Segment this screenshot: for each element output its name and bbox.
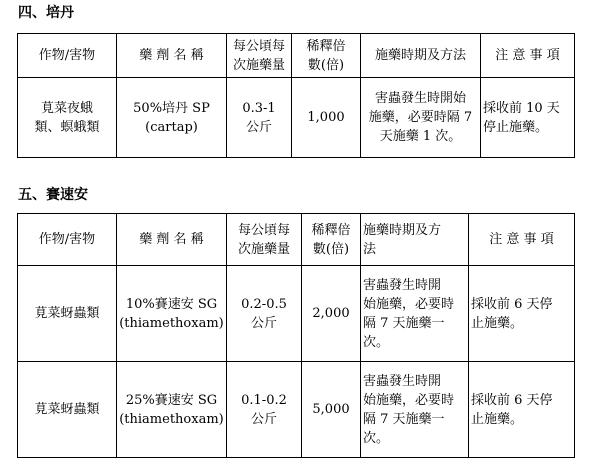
table-row xyxy=(18,266,575,362)
cell-notes: 採收前 6 天停 止施藥。 xyxy=(469,362,575,458)
header-method: 施藥時期及方法 xyxy=(361,34,481,78)
cell-dilution: 1,000 xyxy=(292,78,361,158)
cell-dose: 0.1-0.2 公斤 xyxy=(227,362,302,458)
section-4-heading: 四、培丹 xyxy=(18,5,74,21)
cell-dilution: 5,000 xyxy=(302,362,361,458)
cell-notes: 採收前 6 天停 止施藥。 xyxy=(469,266,575,362)
header-crop-pest: 作物/害物 xyxy=(18,34,117,78)
cell-notes: 採收前 10 天 停止施藥。 xyxy=(481,78,575,158)
header-dose-per-hectare: 每公頃每 次施藥量 xyxy=(227,214,302,266)
header-crop-pest: 作物/害物 xyxy=(18,214,117,266)
section-5-heading: 五、賽速安 xyxy=(18,187,88,203)
header-agent-name: 藥 劑 名 稱 xyxy=(117,214,227,266)
header-dilution: 稀釋倍 數(倍) xyxy=(302,214,361,266)
header-agent-name: 藥 劑 名 稱 xyxy=(117,34,227,78)
table-header-row xyxy=(18,34,575,78)
cell-method: 害蟲發生時開始 施藥，必要時隔 7 天施藥 1 次。 xyxy=(361,78,481,158)
cell-agent: 50%培丹 SP (cartap) xyxy=(117,78,227,158)
cell-crop: 莧菜夜蛾 類、螟蛾類 xyxy=(18,78,117,158)
cell-dilution: 2,000 xyxy=(302,266,361,362)
table-row xyxy=(18,78,575,158)
header-method: 施藥時期及方 法 xyxy=(361,214,469,266)
cell-method: 害蟲發生時開 始施藥，必要時 隔 7 天施藥一 次。 xyxy=(361,266,469,362)
header-dilution: 稀釋倍 數(倍) xyxy=(292,34,361,78)
cell-dose: 0.3-1 公斤 xyxy=(227,78,292,158)
cartap-table xyxy=(17,33,575,158)
cell-crop: 莧菜蚜蟲類 xyxy=(18,362,117,458)
cell-agent: 10%賽速安 SG (thiamethoxam) xyxy=(117,266,227,362)
table-header-row xyxy=(18,214,575,266)
header-notes: 注 意 事 項 xyxy=(481,34,575,78)
cell-method: 害蟲發生時開 始施藥，必要時 隔 7 天施藥一 次。 xyxy=(361,362,469,458)
header-notes: 注 意 事 項 xyxy=(469,214,575,266)
cell-agent: 25%賽速安 SG (thiamethoxam) xyxy=(117,362,227,458)
thiamethoxam-table xyxy=(17,213,575,458)
cell-crop: 莧菜蚜蟲類 xyxy=(18,266,117,362)
header-dose-per-hectare: 每公頃每 次施藥量 xyxy=(227,34,292,78)
table-row xyxy=(18,362,575,458)
cell-dose: 0.2-0.5 公斤 xyxy=(227,266,302,362)
